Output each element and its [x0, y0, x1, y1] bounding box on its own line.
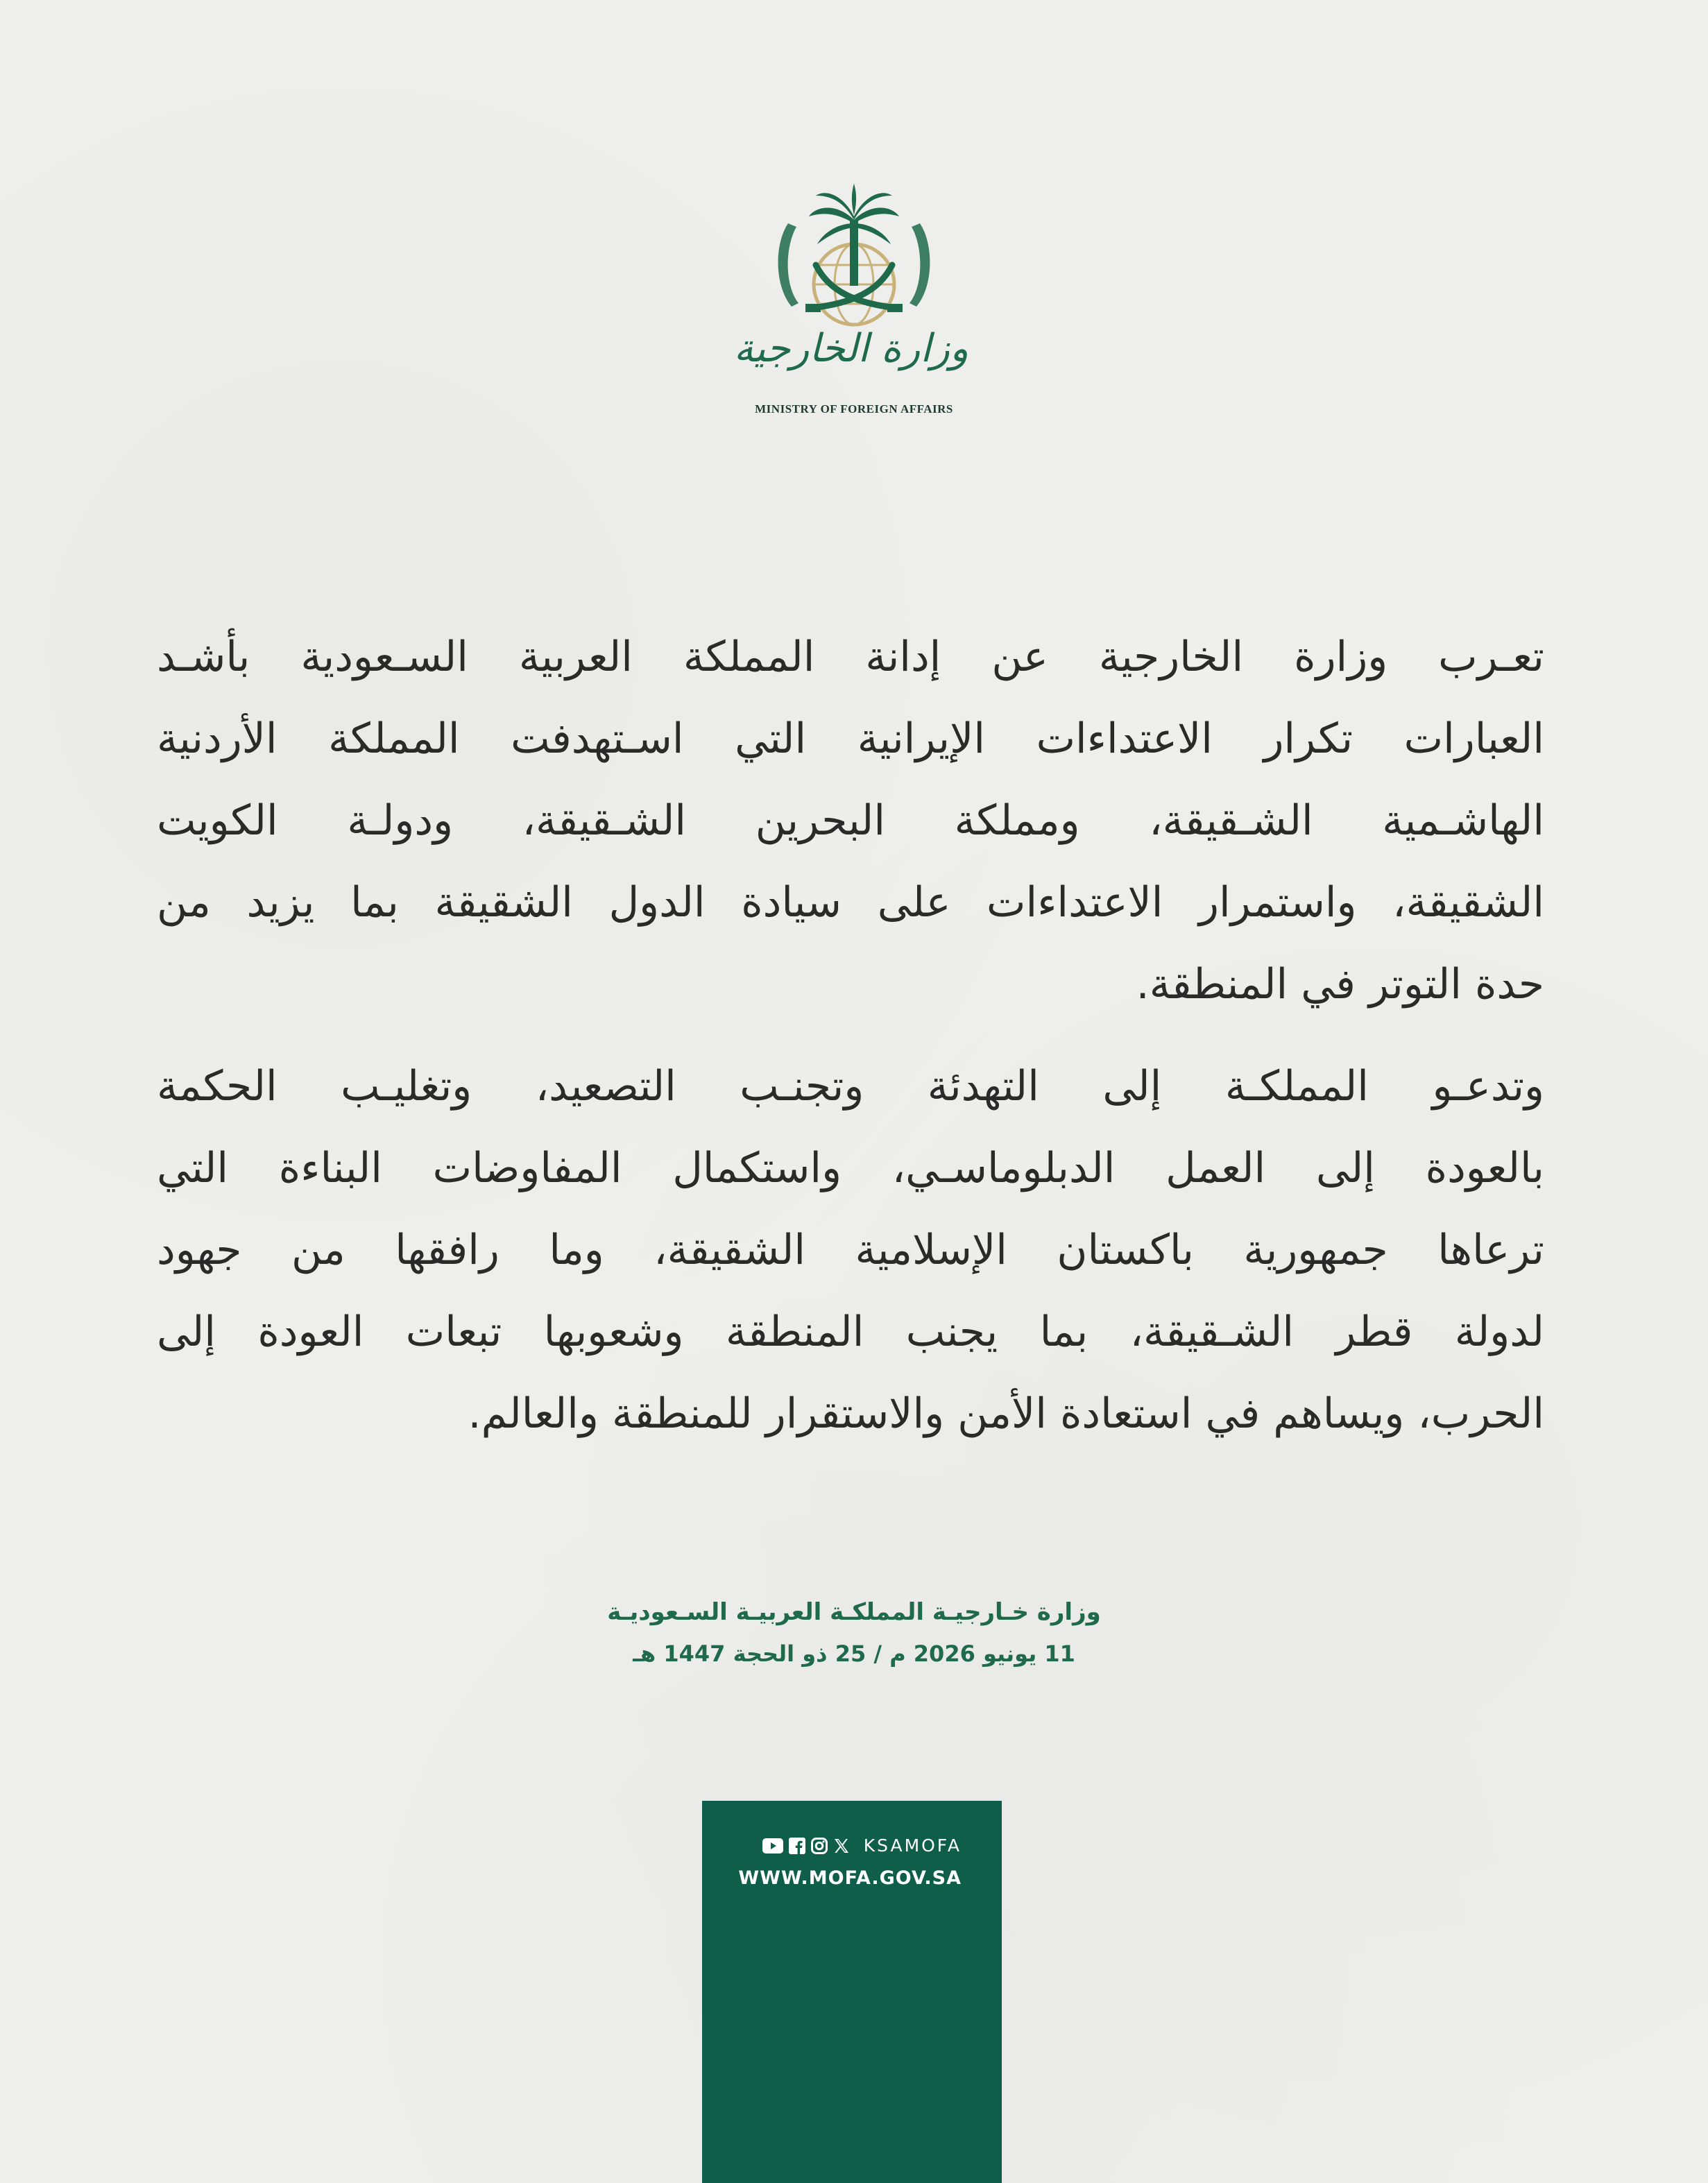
facebook-icon[interactable]	[789, 1838, 805, 1854]
ministry-logo	[733, 182, 968, 425]
statement-line: العبارات تكرار الاعتداءات الإيرانية التي اسـتهدفت المملكة الأردنية	[157, 714, 1544, 763]
statement-paragraph-1	[157, 616, 1544, 1025]
statement-line: الشقيقة، واستمرار الاعتداءات على سيادة الدول الشقيقة بما يزيد من	[157, 878, 1544, 927]
instagram-icon[interactable]	[811, 1838, 828, 1854]
footer-contact-box	[702, 1801, 1002, 2183]
statement-line: الحرب، ويساهم في استعادة الأمن والاستقرار للمنطقة والعالم.	[468, 1389, 1544, 1438]
x-icon[interactable]	[833, 1838, 850, 1854]
youtube-icon[interactable]	[762, 1838, 783, 1854]
statement-line: تعـرب وزارة الخارجية عن إدانة المملكة العربية السـعودية بأشـد	[157, 633, 1544, 681]
signature-block	[486, 1593, 1222, 1673]
statement-line: بالعودة إلى العمل الدبلوماسـي، واستكمال المفاوضات البناءة التي	[157, 1144, 1544, 1192]
ministry-name-english: MINISTRY OF FOREIGN AFFAIRS	[755, 402, 953, 416]
statement-line: حدة التوتر في المنطقة.	[1136, 960, 1544, 1009]
statement-paragraph-2	[157, 1045, 1544, 1455]
saudi-emblem-icon	[767, 182, 941, 327]
statement-line: وتدعـو المملكـة إلى التهدئة وتجنـب التصعيد، وتغليـب الحكمة	[157, 1062, 1544, 1111]
signature-issuer: وزارة خـارجيـة المملكـة العربيـة السـعوديـة	[607, 1598, 1101, 1626]
signature-date: 11 يونيو 2026 م / 25 ذو الحجة 1447 هـ	[633, 1641, 1075, 1667]
statement-line: لدولة قطر الشـقيقة، بما يجنب المنطقة وشعوبها تبعات العودة إلى	[157, 1308, 1544, 1356]
social-handle: KSAMOFA	[863, 1835, 962, 1856]
ministry-name-arabic: وزارة الخارجية	[733, 326, 968, 371]
social-row	[762, 1835, 962, 1856]
website-link[interactable]: WWW.MOFA.GOV.SA	[738, 1867, 962, 1889]
statement-line: الهاشـمية الشـقيقة، ومملكة البحرين الشـقيقة، ودولـة الكويت	[157, 796, 1544, 845]
statement-line: ترعاها جمهورية باكستان الإسلامية الشقيقة، وما رافقها من جهود	[157, 1226, 1544, 1274]
